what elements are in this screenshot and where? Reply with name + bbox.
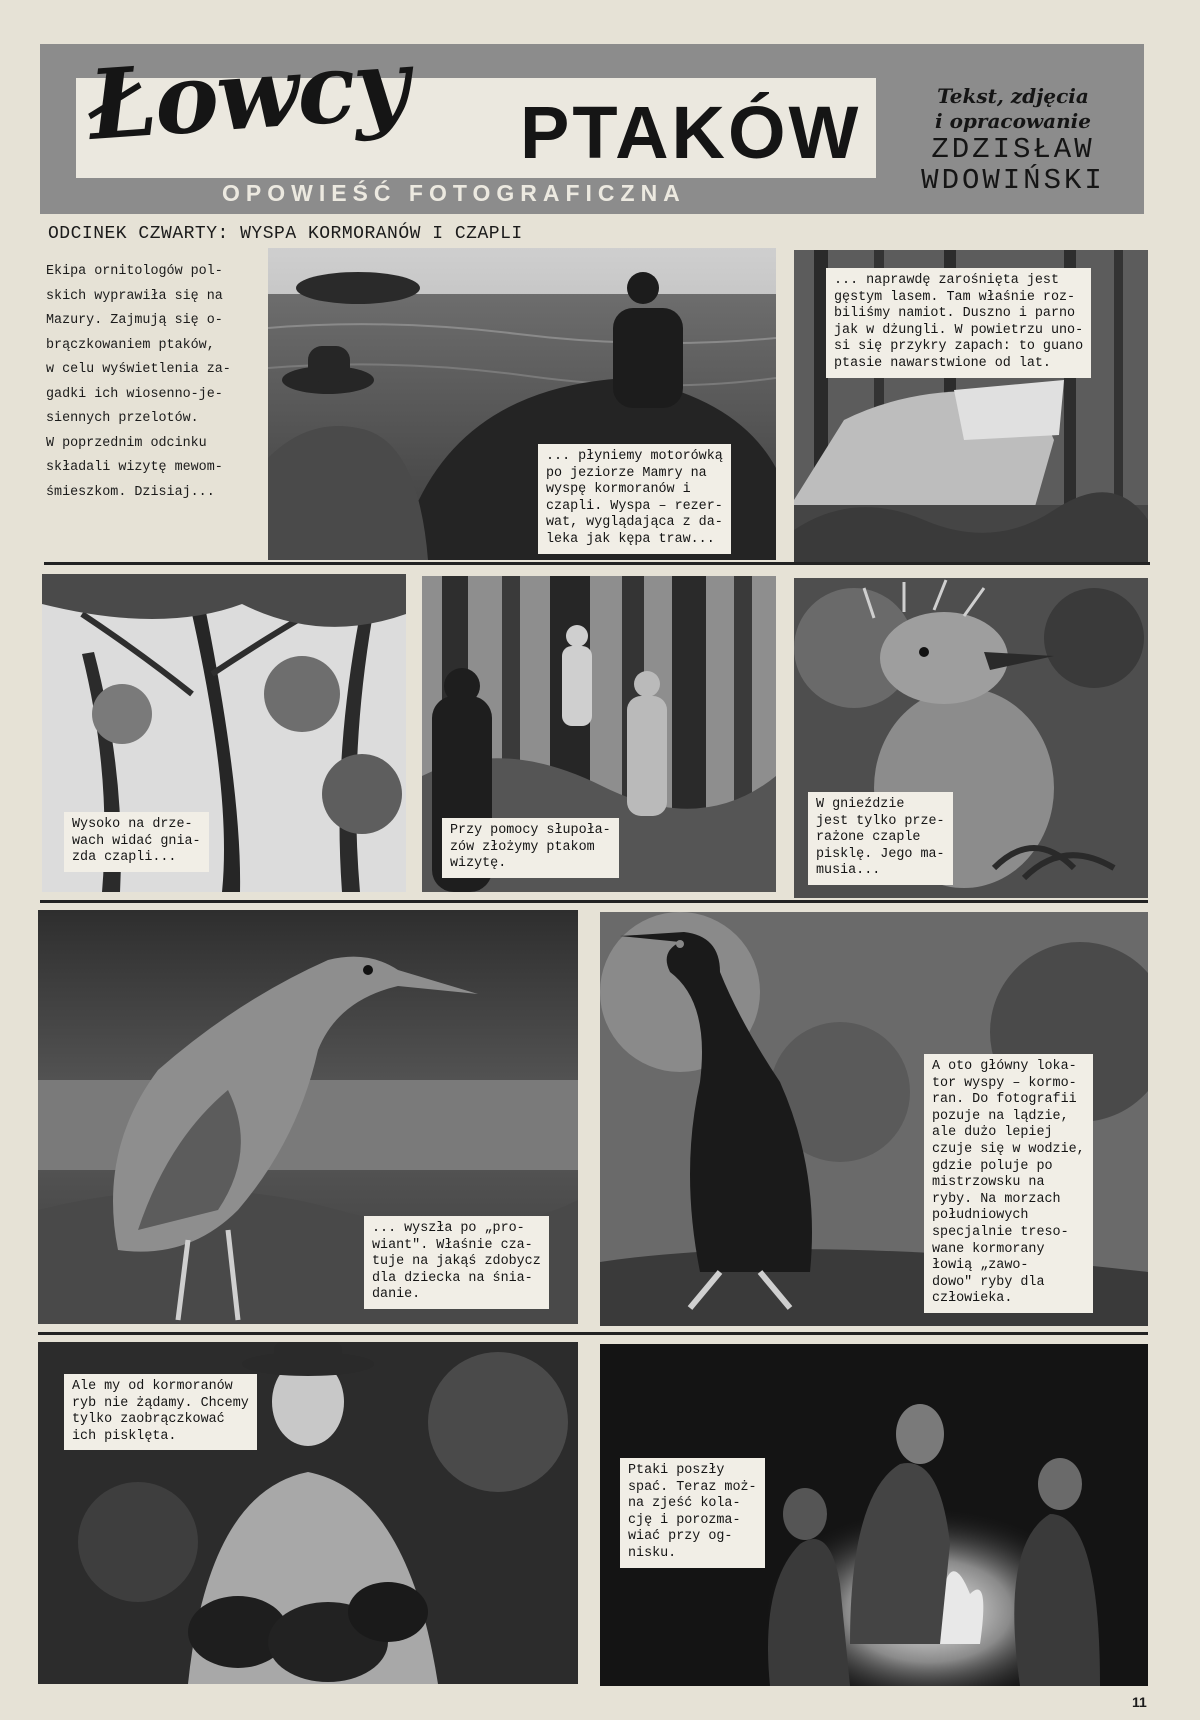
caption-camp: ... naprawdę zarośnięta jest gęstym lasem. Tam właśnie roz- biliśmy namiot. Duszno i parno jak w dżungli. W powietrzu uno- si się przykry zapach: to guano ptasie nawarstwione od lat. bbox=[826, 268, 1091, 378]
photo-trees bbox=[42, 574, 406, 892]
row-divider bbox=[38, 1332, 1148, 1335]
credits-line2: i opracowanie bbox=[935, 109, 1091, 133]
caption-chick: W gnieździe jest tylko prze- rażone czaple pisklę. Jego ma- musia... bbox=[808, 792, 953, 885]
photo-cormorant bbox=[600, 912, 1148, 1326]
photo-climbers bbox=[422, 576, 776, 892]
caption-campfire: Ptaki poszły spać. Teraz moż- na zjeść kola- cję i porozma- wiać przy og- nisku. bbox=[620, 1458, 765, 1568]
title-second: PTAKÓW bbox=[520, 91, 862, 174]
credits bbox=[888, 84, 1138, 196]
caption-climbers: Przy pomocy słupoła- zów złożymy ptakom wizytę. bbox=[442, 818, 619, 878]
caption-cormorant: A oto główny loka- tor wyspy – kormo- ran. Do fotografii pozuje na lądzie, ale dużo lepiej czuje się w wodzie, gdzie poluje po mistrzowsku na ryby. Na morzach południowych specjalnie treso- wane kormorany łowią „zawo- dowo" ryby dla człowieka. bbox=[924, 1054, 1093, 1313]
photo-heron bbox=[38, 910, 578, 1324]
caption-man-chicks: Ale my od kormoranów ryb nie żądamy. Chcemy tylko zaobrączkować ich pisklęta. bbox=[64, 1374, 257, 1450]
caption-trees: Wysoko na drze- wach widać gnia- zda czapli... bbox=[64, 812, 209, 872]
title-main: Łowcy bbox=[84, 26, 411, 162]
intro-text: Ekipa ornitologów pol- skich wyprawiła się na Mazury. Zajmują się o- brączkowaniem ptaków, w celu wyświetlenia za- gadki ich wiosenno-je- siennych przelotów. W poprzednim odcinku składali wizytę mewom- śmieszkom. Dzisiaj... bbox=[46, 264, 231, 500]
credits-line1: Tekst, zdjęcia bbox=[937, 84, 1089, 108]
caption-heron: ... wyszła po „pro- wiant". Właśnie cza- tuje na jakąś zdobycz dla dziecka na śnia- danie. bbox=[364, 1216, 549, 1309]
subtitle: OPOWIEŚĆ FOTOGRAFICZNA bbox=[222, 180, 686, 206]
photo-camp bbox=[794, 250, 1148, 562]
row-divider bbox=[40, 900, 1148, 903]
photo-man-chicks bbox=[38, 1342, 578, 1684]
photo-campfire bbox=[600, 1344, 1148, 1686]
page-number: 11 bbox=[1132, 1694, 1147, 1710]
photo-chick bbox=[794, 578, 1148, 898]
episode-title: ODCINEK CZWARTY: WYSPA KORMORANÓW I CZAPLI bbox=[48, 224, 523, 244]
caption-lake: ... płyniemy motorówką po jeziorze Mamry na wyspę kormoranów i czapli. Wyspa – rezer- wat, wyglądająca z da- leka jak kępa traw... bbox=[538, 444, 731, 554]
author-first-name: ZDZISŁAW bbox=[931, 133, 1095, 166]
row-divider bbox=[44, 562, 1150, 565]
photo-lake bbox=[268, 248, 776, 560]
author-last-name: WDOWIŃSKI bbox=[921, 164, 1105, 197]
